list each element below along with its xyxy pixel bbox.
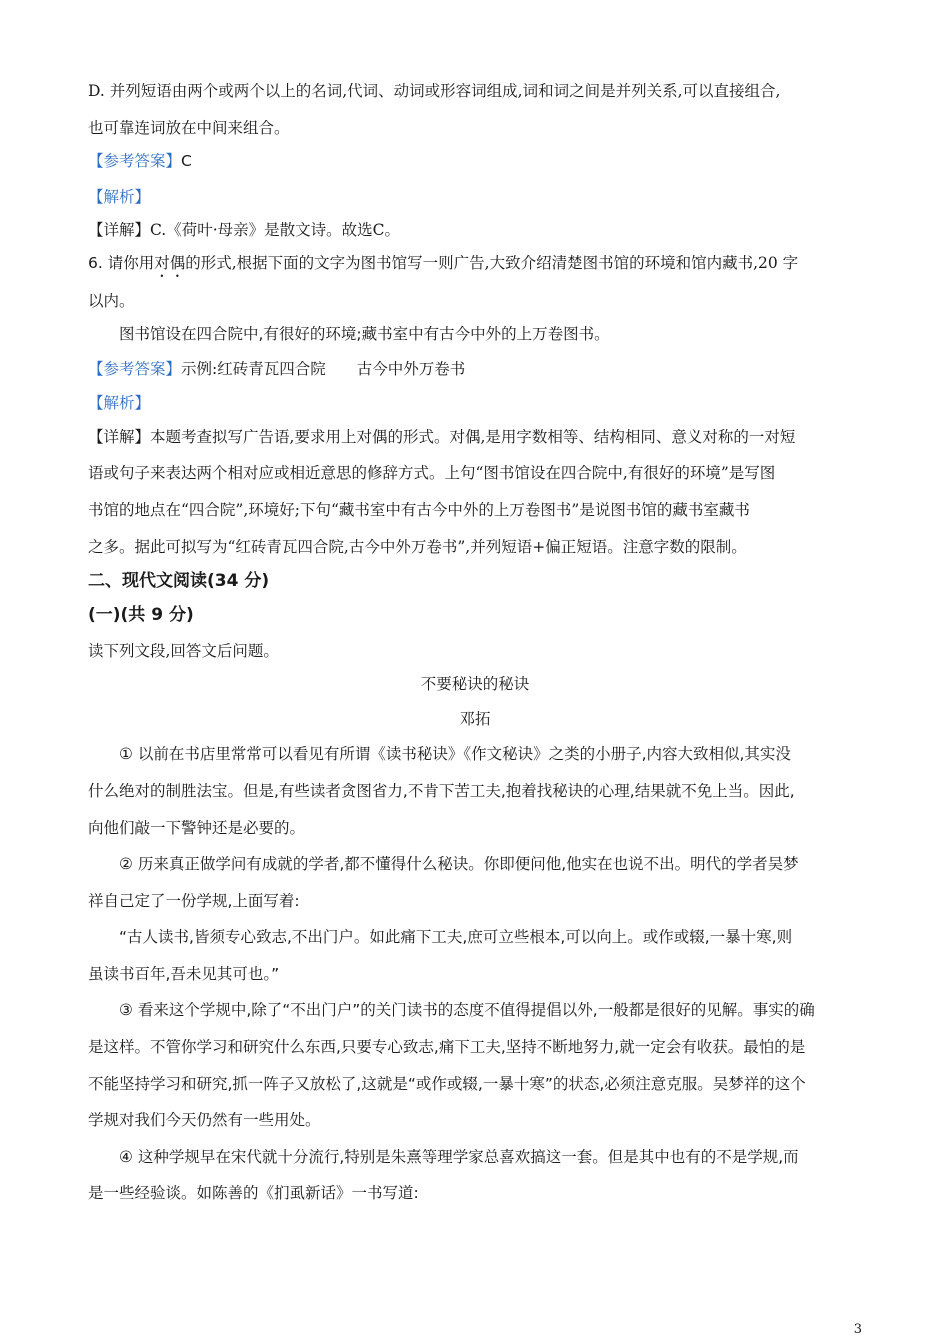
article-line: 祥自己定了一份学规,上面写着: [88,892,300,910]
q6-answer [88,358,465,380]
q6-answer-value: 示例:红砖青瓦四合院 古今中外万卷书 [181,360,466,378]
article-line: 学规对我们今天仍然有一些用处。 [88,1111,321,1129]
article-line: 是一些经验谈。如陈善的《扪虱新话》一书写道: [88,1184,419,1202]
q6-detail-line2: 语或句子来表达两个相对应或相近意思的修辞方式。上句“图书馆设在四合院中,有很好的环境”是写图 [88,464,776,482]
article-line: ③ 看来这个学规中,除了“不出门户”的关门读书的态度不值得提倡以外,一般都是很好的见解。事实的确 [119,1001,815,1019]
article-title: 不要秘诀的秘诀 [420,675,530,693]
article-line: ① 以前在书店里常常可以看见有所谓《读书秘诀》《作文秘诀》之类的小册子,内容大致相似,其实没 [119,745,791,763]
q6-material: 图书馆设在四合院中,有很好的环境;藏书室中有古今中外的上万卷图书。 [119,325,610,343]
q6-analysis-label: 【解析】 [88,394,151,412]
q6-detail-line3: 书馆的地点在“四合院”,环境好;下句“藏书室中有古今中外的上万卷图书”是说图书馆的藏书室藏书 [88,501,750,519]
q6-detail-label: 【详解】 [88,428,151,446]
option-d-line2: 也可靠连词放在中间来组合。 [88,119,290,137]
q6-prompt-line1 [88,252,798,281]
article-line: “古人读书,皆须专心致志,不出门户。如此痛下工夫,庶可立些根本,可以向上。或作或辍,一暴十寒,则 [119,928,793,946]
q6-answer-label: 【参考答案】 [88,360,182,378]
q5-detail: 【详解】C.《荷叶·母亲》是散文诗。故选C。 [88,221,401,239]
option-d-line1: D. 并列短语由两个或两个以上的名词,代词、动词或形容词组成,词和词之间是并列关系,可以直接组合, [88,82,781,100]
q6-detail-text1: 本题考查拟写广告语,要求用上对偶的形式。对偶,是用字数相等、结构相同、意义对称的一对短 [150,428,796,446]
article-line: ② 历来真正做学问有成就的学者,都不懂得什么秘诀。你即便问他,他实在也说不出。明代的学者吴梦 [119,855,799,873]
article-line: 虽读书百年,吾未见其可也。” [88,965,280,983]
article-line: ④ 这种学规早在宋代就十分流行,特别是朱熹等理学家总喜欢搞这一套。但是其中也有的不是学规,而 [119,1148,799,1166]
instruction: 读下列文段,回答文后问题。 [88,642,279,660]
q6-prefix: 6. 请你用 [88,254,155,272]
page-number: 3 [853,1322,862,1337]
q6-detail-line4: 之多。据此可拟写为“红砖青瓦四合院,古今中外万卷书”,并列短语+偏正短语。注意字数的限制。 [88,538,747,556]
q6-line1-rest: 的形式,根据下面的文字为图书馆写一则广告,大致介绍清楚图书馆的环境和馆内藏书,20 字 [185,254,799,272]
q6-prompt-line2: 以内。 [88,292,135,310]
q6-detail-line1 [88,426,795,448]
q5-answer-value: C [181,152,192,170]
q5-analysis-label: 【解析】 [88,188,151,206]
section-heading: 二、现代文阅读(34 分) [88,571,270,591]
q6-dotted-word: 对偶 [154,254,186,272]
q5-answer-label: 【参考答案】 [88,152,182,170]
article-line: 是这样。不管你学习和研究什么东西,只要专心致志,痛下工夫,坚持不断地努力,就一定会有收获。最怕的是 [88,1038,806,1056]
article-line: 什么绝对的制胜法宝。但是,有些读者贪图省力,不肯下苦工夫,抱着找秘诀的心理,结果就不免上当。因此, [88,782,795,800]
article-author: 邓拓 [459,710,491,728]
article-line: 不能坚持学习和研究,抓一阵子又放松了,这就是“或作或辍,一暴十寒”的状态,必须注意克服。吴梦祥的这个 [88,1075,806,1093]
sub-heading: (一)(共 9 分) [88,605,194,625]
q5-answer [88,150,192,172]
article-line: 向他们敲一下警钟还是必要的。 [88,819,306,837]
